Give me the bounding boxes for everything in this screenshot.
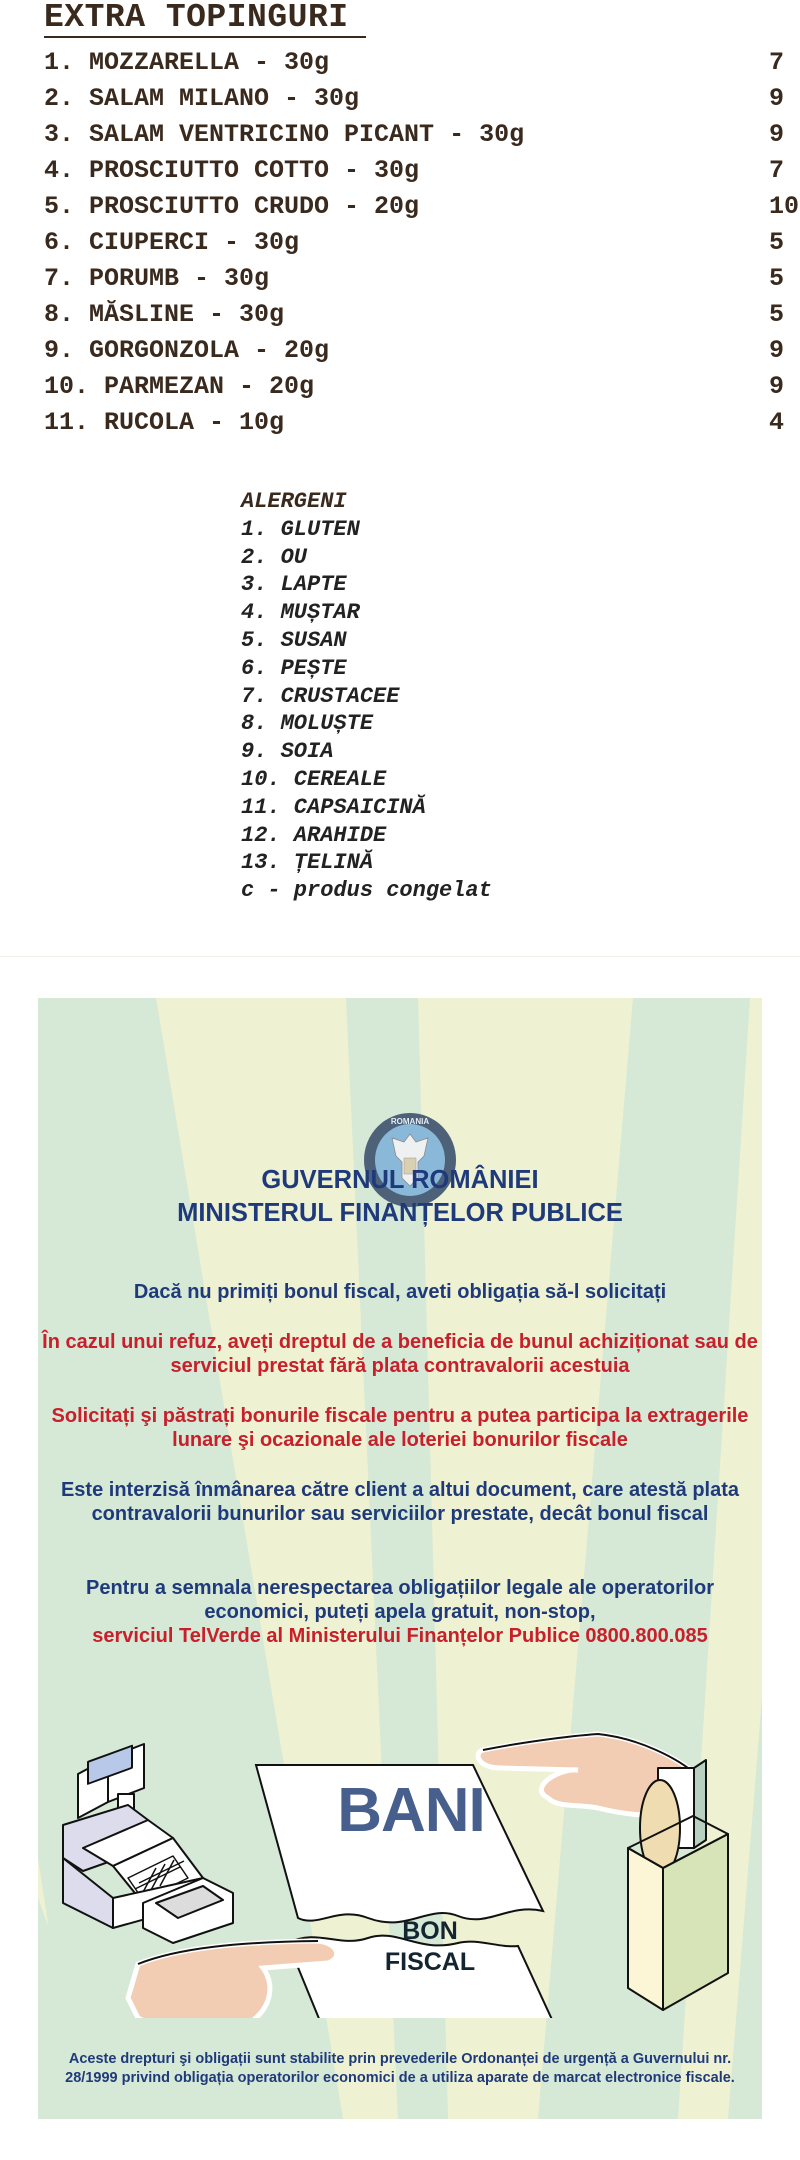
allergen-item: 7. CRUSTACEE bbox=[241, 683, 400, 709]
topping-name: 2. SALAM MILANO - 30g bbox=[44, 84, 360, 113]
topping-name: 5. PROSCIUTTO CRUDO - 20g bbox=[44, 192, 420, 221]
topping-row bbox=[0, 153, 800, 189]
allergen-item: 1. GLUTEN bbox=[241, 516, 360, 542]
topping-name: 6. CIUPERCI - 30g bbox=[44, 228, 300, 257]
allergen-item: 9. SOIA bbox=[241, 739, 334, 765]
topping-price: 4 bbox=[769, 408, 785, 437]
poster-request-receipt-text: Dacă nu primiți bonul fiscal, aveti obligația să-l solicitați bbox=[133, 1281, 667, 1303]
allergen-item: 13. ȚELINĂ bbox=[241, 850, 374, 876]
topping-name: 10. PARMEZAN - 20g bbox=[44, 372, 315, 401]
topping-name: 3. SALAM VENTRICINO PICANT - 30g bbox=[44, 120, 525, 149]
topping-row bbox=[0, 297, 800, 333]
topping-price: 5 bbox=[769, 300, 785, 329]
topping-row bbox=[0, 333, 800, 369]
topping-name: 1. MOZZARELLA - 30g bbox=[44, 48, 330, 77]
poster-title bbox=[38, 1164, 762, 1230]
topping-price: 7 bbox=[769, 156, 785, 185]
topping-row bbox=[0, 45, 800, 81]
poster-forbidden-document-text: Este interzisă înmânarea către client a altui document, care atestă plata contravalorii bunurilor sau serviciilor prestate, decât bonul fiscal bbox=[60, 1479, 740, 1525]
poster-title-line2: MINISTERUL FINANȚELOR PUBLICE bbox=[177, 1199, 623, 1227]
allergens-title: ALERGENI bbox=[241, 489, 347, 514]
topping-row bbox=[0, 261, 800, 297]
fiscal-receipt-label-line1: BON bbox=[402, 1917, 458, 1945]
svg-text:ROMANIA: ROMANIA bbox=[390, 1117, 430, 1126]
menu-title-underline bbox=[44, 36, 366, 38]
poster-title-line1: GUVERNUL ROMÂNIEI bbox=[261, 1166, 539, 1194]
topping-price: 9 bbox=[769, 336, 785, 365]
poster-lottery-text: Solicitați şi păstrați bonurile fiscale pentru a putea participa la extragerile lunare şi ocazionale ale loteriei bonurilor fiscale bbox=[51, 1405, 749, 1451]
allergen-item: 5. SUSAN bbox=[241, 627, 347, 653]
allergen-item: 10. CEREALE bbox=[241, 766, 387, 792]
allergen-item: 3. LAPTE bbox=[241, 572, 347, 598]
allergen-item: 6. PEȘTE bbox=[241, 655, 347, 681]
allergen-item: 8. MOLUȘTE bbox=[241, 711, 374, 737]
topping-price: 9 bbox=[769, 120, 785, 149]
fiscal-receipt-label-line2: FISCAL bbox=[384, 1948, 476, 1976]
topping-price: 9 bbox=[769, 372, 785, 401]
cash-register-icon bbox=[63, 1744, 233, 1943]
topping-name: 4. PROSCIUTTO COTTO - 30g bbox=[44, 156, 420, 185]
topping-row bbox=[0, 225, 800, 261]
topping-price: 9 bbox=[769, 84, 785, 113]
topping-name: 7. PORUMB - 30g bbox=[44, 264, 270, 293]
topping-row bbox=[0, 189, 800, 225]
poster-report-text bbox=[38, 1576, 762, 1648]
poster-legal-footer: Aceste drepturi şi obligații sunt stabilite prin prevederile Ordonanței de urgență a Guvernului nr. 28/1999 privind obligația operatorilor economici de a utiliza aparate de marcat electronice fiscale. bbox=[65, 2051, 735, 2086]
topping-name: 11. RUCOLA - 10g bbox=[44, 408, 285, 437]
poster-telverde-hotline: serviciul TelVerde al Ministerului Finanțelor Publice 0800.800.085 bbox=[92, 1625, 708, 1647]
topping-price: 5 bbox=[769, 228, 785, 257]
frozen-product-note: c - produs congelat bbox=[241, 878, 492, 904]
menu-title: EXTRA TOPINGURI bbox=[44, 0, 349, 36]
allergen-item: 11. CAPSAICINĂ bbox=[241, 794, 426, 820]
topping-list bbox=[0, 45, 800, 441]
allergen-item: 4. MUȘTAR bbox=[241, 600, 360, 626]
section-divider bbox=[0, 956, 800, 957]
allergen-list bbox=[241, 488, 492, 905]
allergen-item: 2. OU bbox=[241, 544, 308, 570]
topping-price: 10 bbox=[769, 192, 800, 221]
topping-row bbox=[0, 117, 800, 153]
money-label: BANI bbox=[337, 1776, 485, 1845]
allergen-item: 12. ARAHIDE bbox=[241, 822, 387, 848]
topping-price: 7 bbox=[769, 48, 785, 77]
topping-price: 5 bbox=[769, 264, 785, 293]
topping-name: 9. GORGONZOLA - 20g bbox=[44, 336, 330, 365]
topping-row bbox=[0, 369, 800, 405]
fiscal-receipt-label bbox=[360, 1916, 500, 1978]
topping-name: 8. MĂSLINE - 30g bbox=[44, 300, 285, 329]
fiscal-receipt-poster bbox=[38, 998, 762, 2119]
poster-refusal-right-text: În cazul unui refuz, aveți dreptul de a beneficia de bunul achiziționat sau de serviciul prestat fără plata contravalorii acestuia bbox=[42, 1331, 758, 1377]
topping-row bbox=[0, 405, 800, 441]
topping-row bbox=[0, 81, 800, 117]
poster-report-text-blue: Pentru a semnala nerespectarea obligațiilor legale ale operatorilor economici, puteți apela gratuit, non-stop, bbox=[85, 1577, 714, 1623]
